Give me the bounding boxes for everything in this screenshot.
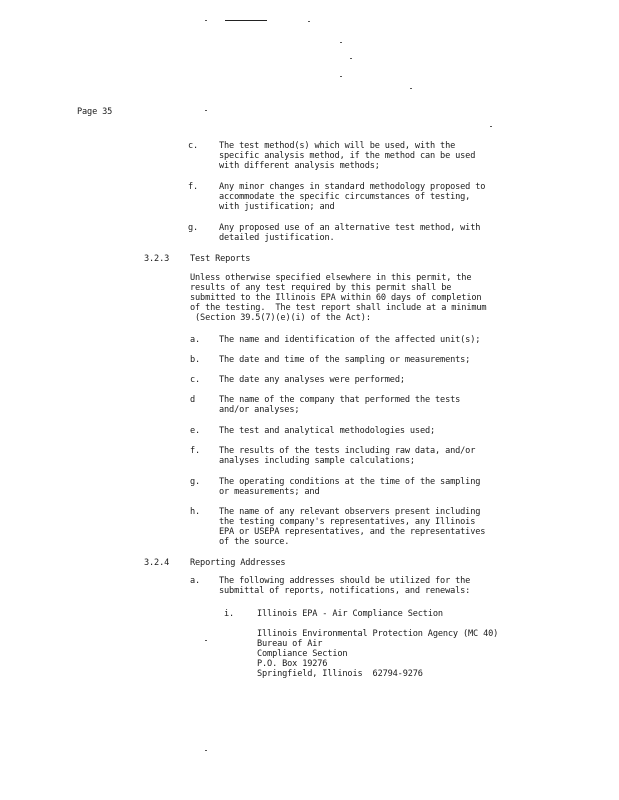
list-marker: a. [190,335,201,345]
list-text: EPA or USEPA representatives, and the representatives [219,527,486,537]
list-text: Any proposed use of an alternative test method, with [219,223,481,233]
scan-speck [205,20,207,21]
paragraph-line: submitted to the Illinois EPA within 60 days of completion [190,293,482,303]
paragraph-line: results of any test required by this permit shall be [190,283,452,293]
list-text: specific analysis method, if the method can be used [219,151,476,161]
address-line: Bureau of Air [257,639,323,649]
paragraph-line: (Section 39.5(7)(e)(i) of the Act): [190,313,371,323]
section-title: Test Reports [190,254,251,264]
list-marker: g. [188,223,199,233]
list-marker: e. [190,426,201,436]
sublist-marker: i. [224,609,235,619]
section-number: 3.2.3 [144,254,170,264]
scan-speck [308,21,310,22]
paragraph-line: of the testing. The test report shall include at a minimum [190,303,487,313]
list-text: accommodate the specific circumstances of testing, [219,192,471,202]
list-text: of the source. [219,537,290,547]
list-text: The date any analyses were performed; [219,375,405,385]
scan-speck [340,42,342,43]
address-line: Compliance Section [257,649,348,659]
address-line: P.O. Box 19276 [257,659,328,669]
list-marker: b. [190,355,201,365]
list-text: or measurements; and [219,487,320,497]
list-marker: a. [190,576,201,586]
list-text: The name of any relevant observers present including [219,507,481,517]
list-marker: h. [190,507,201,517]
section-title: Reporting Addresses [190,558,286,568]
scan-speck [410,88,412,89]
scan-speck [205,640,207,641]
scan-speck [350,58,352,59]
scan-artifact-line [225,20,267,21]
list-text: and/or analyses; [219,405,300,415]
list-text: The name of the company that performed the tests [219,395,461,405]
scan-speck [490,126,492,127]
list-text: submittal of reports, notifications, and renewals: [219,586,471,596]
list-text: The date and time of the sampling or measurements; [219,355,471,365]
list-marker: c. [190,375,201,385]
address-heading: Illinois EPA - Air Compliance Section [257,609,443,619]
list-text: The test and analytical methodologies used; [219,426,436,436]
list-marker: c. [188,141,199,151]
list-text: with different analysis methods; [219,161,380,171]
scan-speck [340,76,342,77]
list-text: analyses including sample calculations; [219,456,415,466]
section-number: 3.2.4 [144,558,170,568]
list-text: The name and identification of the affected unit(s); [219,335,481,345]
paragraph-line: Unless otherwise specified elsewhere in this permit, the [190,273,472,283]
list-text: with justification; and [219,202,335,212]
list-text: the testing company's representatives, any Illinois [219,517,476,527]
list-text: The operating conditions at the time of the sampling [219,477,481,487]
list-marker: f. [188,182,199,192]
list-marker: f. [190,446,201,456]
list-text: Any minor changes in standard methodology proposed to [219,182,486,192]
list-marker: g. [190,477,201,487]
list-text: The test method(s) which will be used, with the [219,141,456,151]
page-number: Page 35 [77,107,113,117]
list-text: The results of the tests including raw data, and/or [219,446,476,456]
list-text: The following addresses should be utilized for the [219,576,471,586]
address-line: Springfield, Illinois 62794-9276 [257,669,423,679]
list-marker: d [190,395,196,405]
scan-speck [205,750,207,751]
list-text: detailed justification. [219,233,335,243]
scan-speck [205,110,207,111]
address-line: Illinois Environmental Protection Agency (MC 40) [257,629,499,639]
